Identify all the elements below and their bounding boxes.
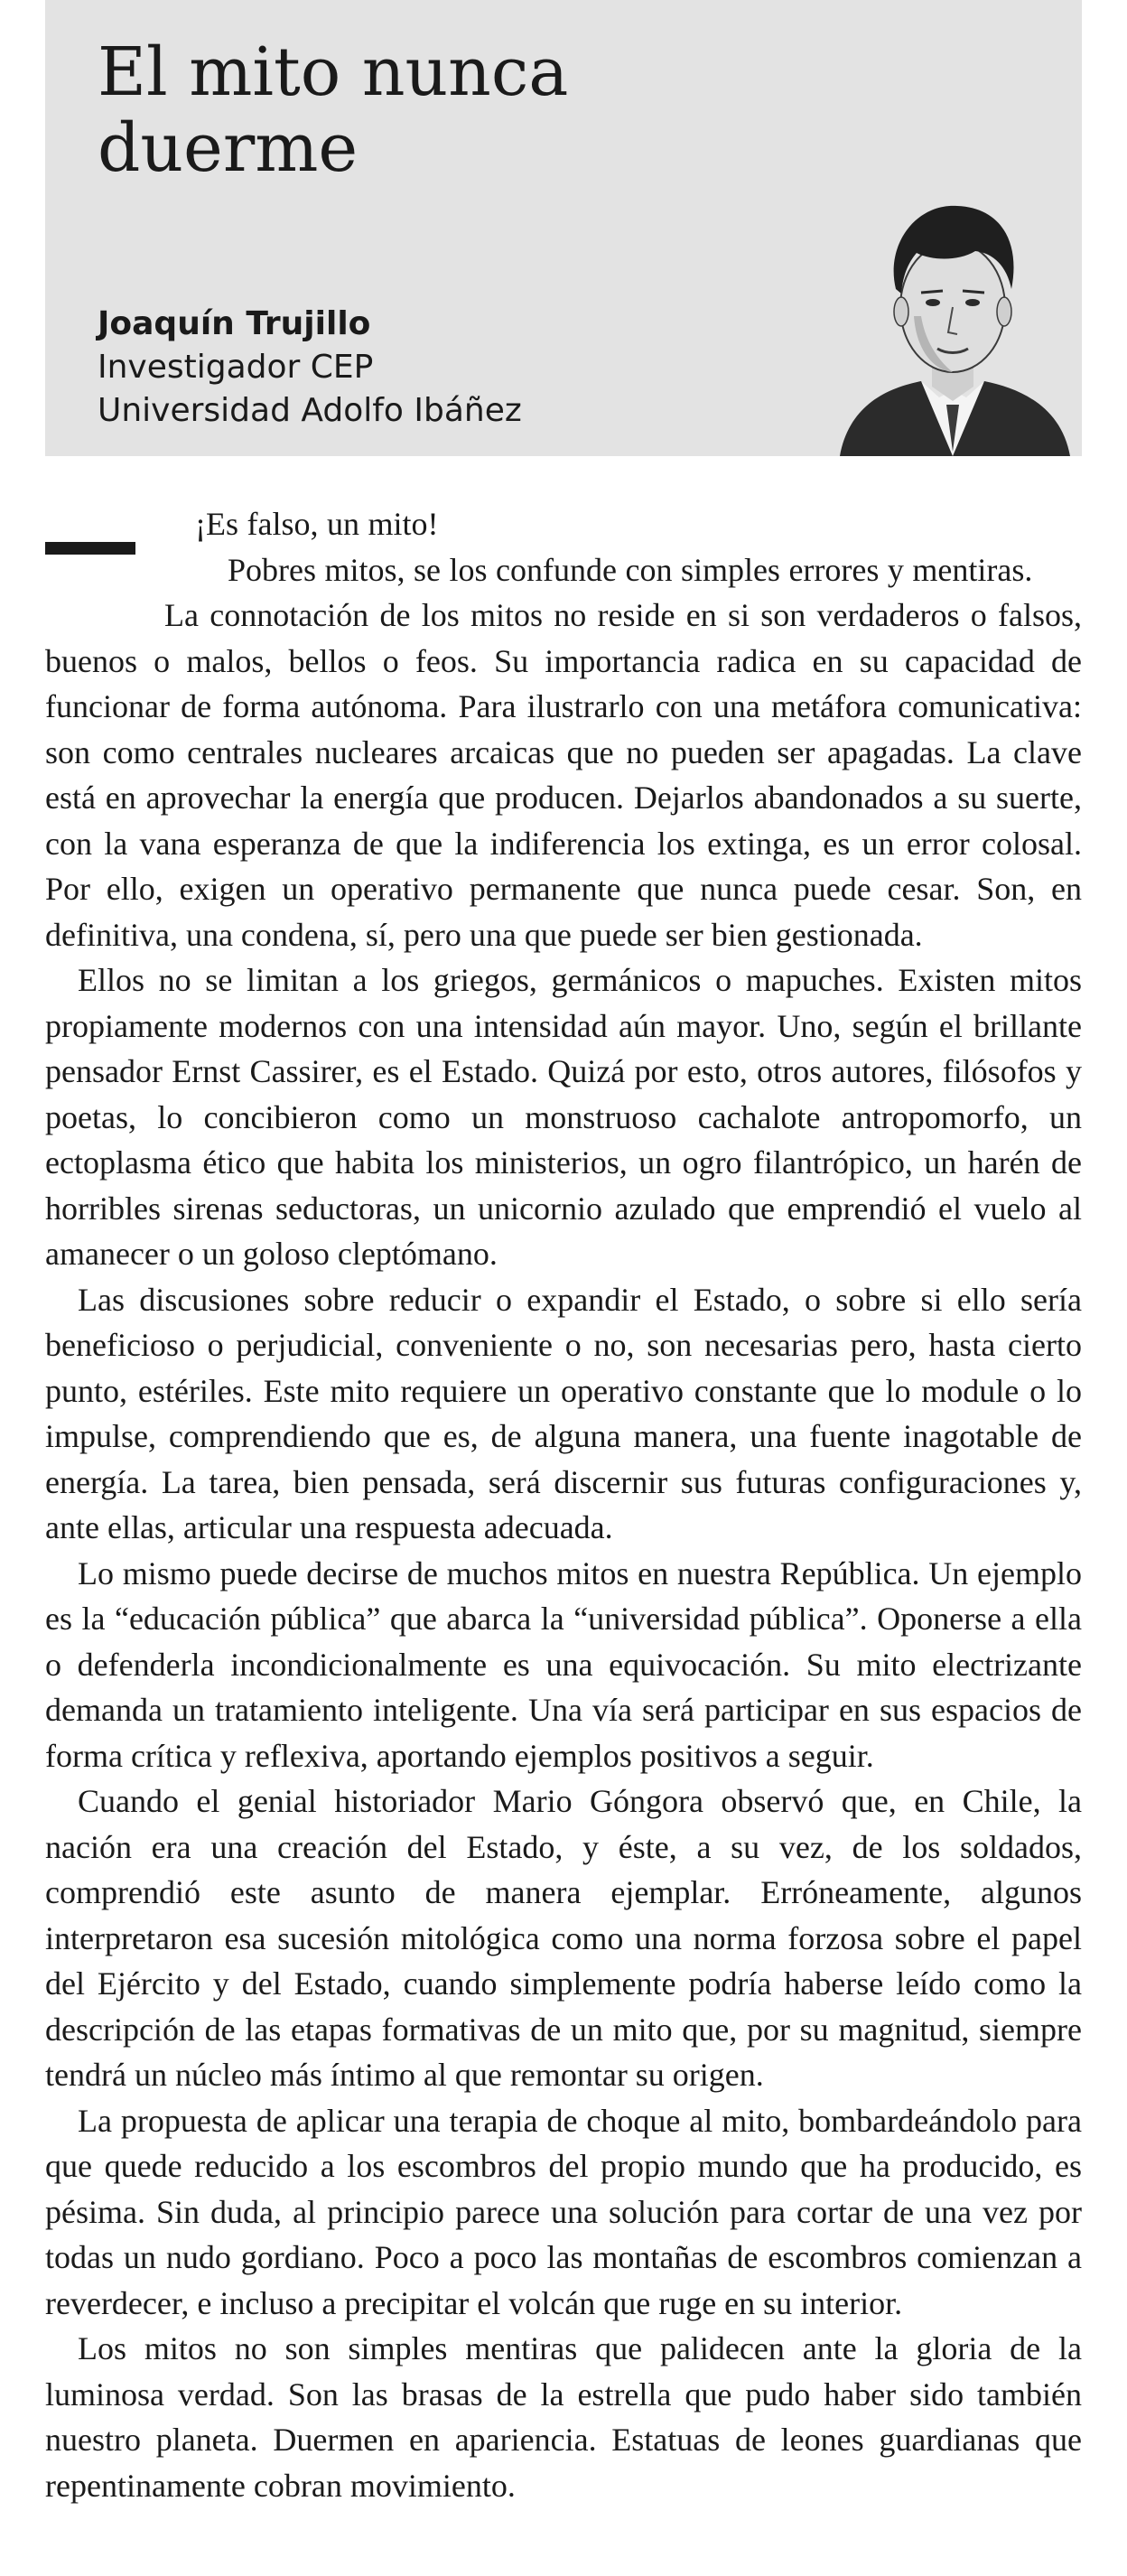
paragraph-7: Cuando el genial historiador Mario Góngora observó que, en Chile, la nación era una creación del Estado, y éste, a su vez, de los soldados, comprendió este asunto de manera ejemplar. Erróneamente, algunos interpretaron esa sucesión mitológica como una norma forzosa sobre el papel del Ejército y del Estado, cuando simplemente podría haberse leído como la descripción de las etapas formativas de un mito que, por su magnitud, siempre tendrá un núcleo más íntimo al que remontar su origen. — [45, 1783, 1082, 2093]
author-portrait-icon — [831, 181, 1075, 456]
paragraph-9: Los mitos no son simples mentiras que palidecen ante la gloria de la luminosa verdad. Son las brasas de la estrella que pudo haber sido también nuestro planeta. Duermen en apariencia. Estatuas de leones guardianas que repentinamente cobran movimiento. — [45, 2330, 1082, 2504]
paragraph-3: La connotación de los mitos no reside en si son verdaderos o falsos, buenos o malos, bellos o feos. Su importancia radica en su capacidad de funcionar de forma autónoma. Para ilustrarlo con una metáfora comunicativa: son como centrales nucleares arcaicas que no pueden ser apagadas. La clave está en aprovechar la energía que producen. Dejarlos abandonados a su suerte, con la vana esperanza de que la indiferencia los extinga, es un error colosal. Por ello, exigen un operativo permanente que nunca puede cesar. Son, en definitiva, una condena, sí, pero una que puede ser bien gestionada. — [45, 597, 1082, 953]
author-name: Joaquín Trujillo — [98, 305, 371, 342]
header-box — [45, 0, 1082, 456]
headline-line-1: El mito nunca — [98, 33, 569, 111]
headline — [98, 34, 568, 186]
article-body — [45, 593, 1082, 2508]
paragraph-5: Las discusiones sobre reducir o expandir el Estado, o sobre si ello sería beneficioso o perjudicial, conveniente o no, son necesarias pero, hasta cierto punto, estériles. Este mito requiere un operativo constante que lo module o lo impulse, comprendiendo que es, de alguna manera, una fuente inagotable de energía. La tarea, bien pensada, será discernir sus futuras configuraciones y, ante ellas, articular una respuesta adecuada. — [45, 1281, 1082, 1545]
author-organization: Universidad Adolfo Ibáñez — [98, 392, 522, 429]
author-role: Investigador CEP — [98, 349, 374, 386]
article-lead — [195, 501, 1082, 593]
byline — [98, 303, 522, 433]
paragraph-4: Ellos no se limitan a los griegos, germánicos o mapuches. Existen mitos propiamente modernos con una intensidad aún mayor. Uno, según el brillante pensador Ernst Cassirer, es el Estado. Quizá por esto, otros autores, filósofos y poetas, lo concibieron como un monstruoso cachalote antropomorfo, un ectoplasma ético que habita los ministerios, un ogro filantrópico, un harén de horribles sirenas seductoras, un unicornio azulado que emprendió el vuelo al amanecer o un goloso cleptómano. — [45, 962, 1082, 1272]
paragraph-6: Lo mismo puede decirse de muchos mitos en nuestra República. Un ejemplo es la “educación pública” que abarca la “universidad pública”. Oponerse a ella o defenderla incondicionalmente es una equivocación. Su mito electrizante demanda un tratamiento inteligente. Una vía será participar en sus espacios de forma crítica y reflexiva, aportando ejemplos positivos a seguir. — [45, 1554, 1082, 1774]
paragraph-2: Pobres mitos, se los confunde con simples errores y mentiras. — [228, 551, 1033, 588]
paragraph-1: ¡Es falso, un mito! — [195, 506, 439, 542]
section-dash-marker — [45, 542, 135, 555]
paragraph-8: La propuesta de aplicar una terapia de choque al mito, bombardeándolo para que quede reducido a los escombros del propio mundo que ha producido, es pésima. Sin duda, al principio parece una solución para cortar de una vez por todas un nudo gordiano. Poco a poco las montañas de escombros comienzan a reverdecer, e incluso a precipitar el volcán que ruge en su interior. — [45, 2102, 1082, 2321]
headline-line-2: duerme — [98, 109, 359, 187]
